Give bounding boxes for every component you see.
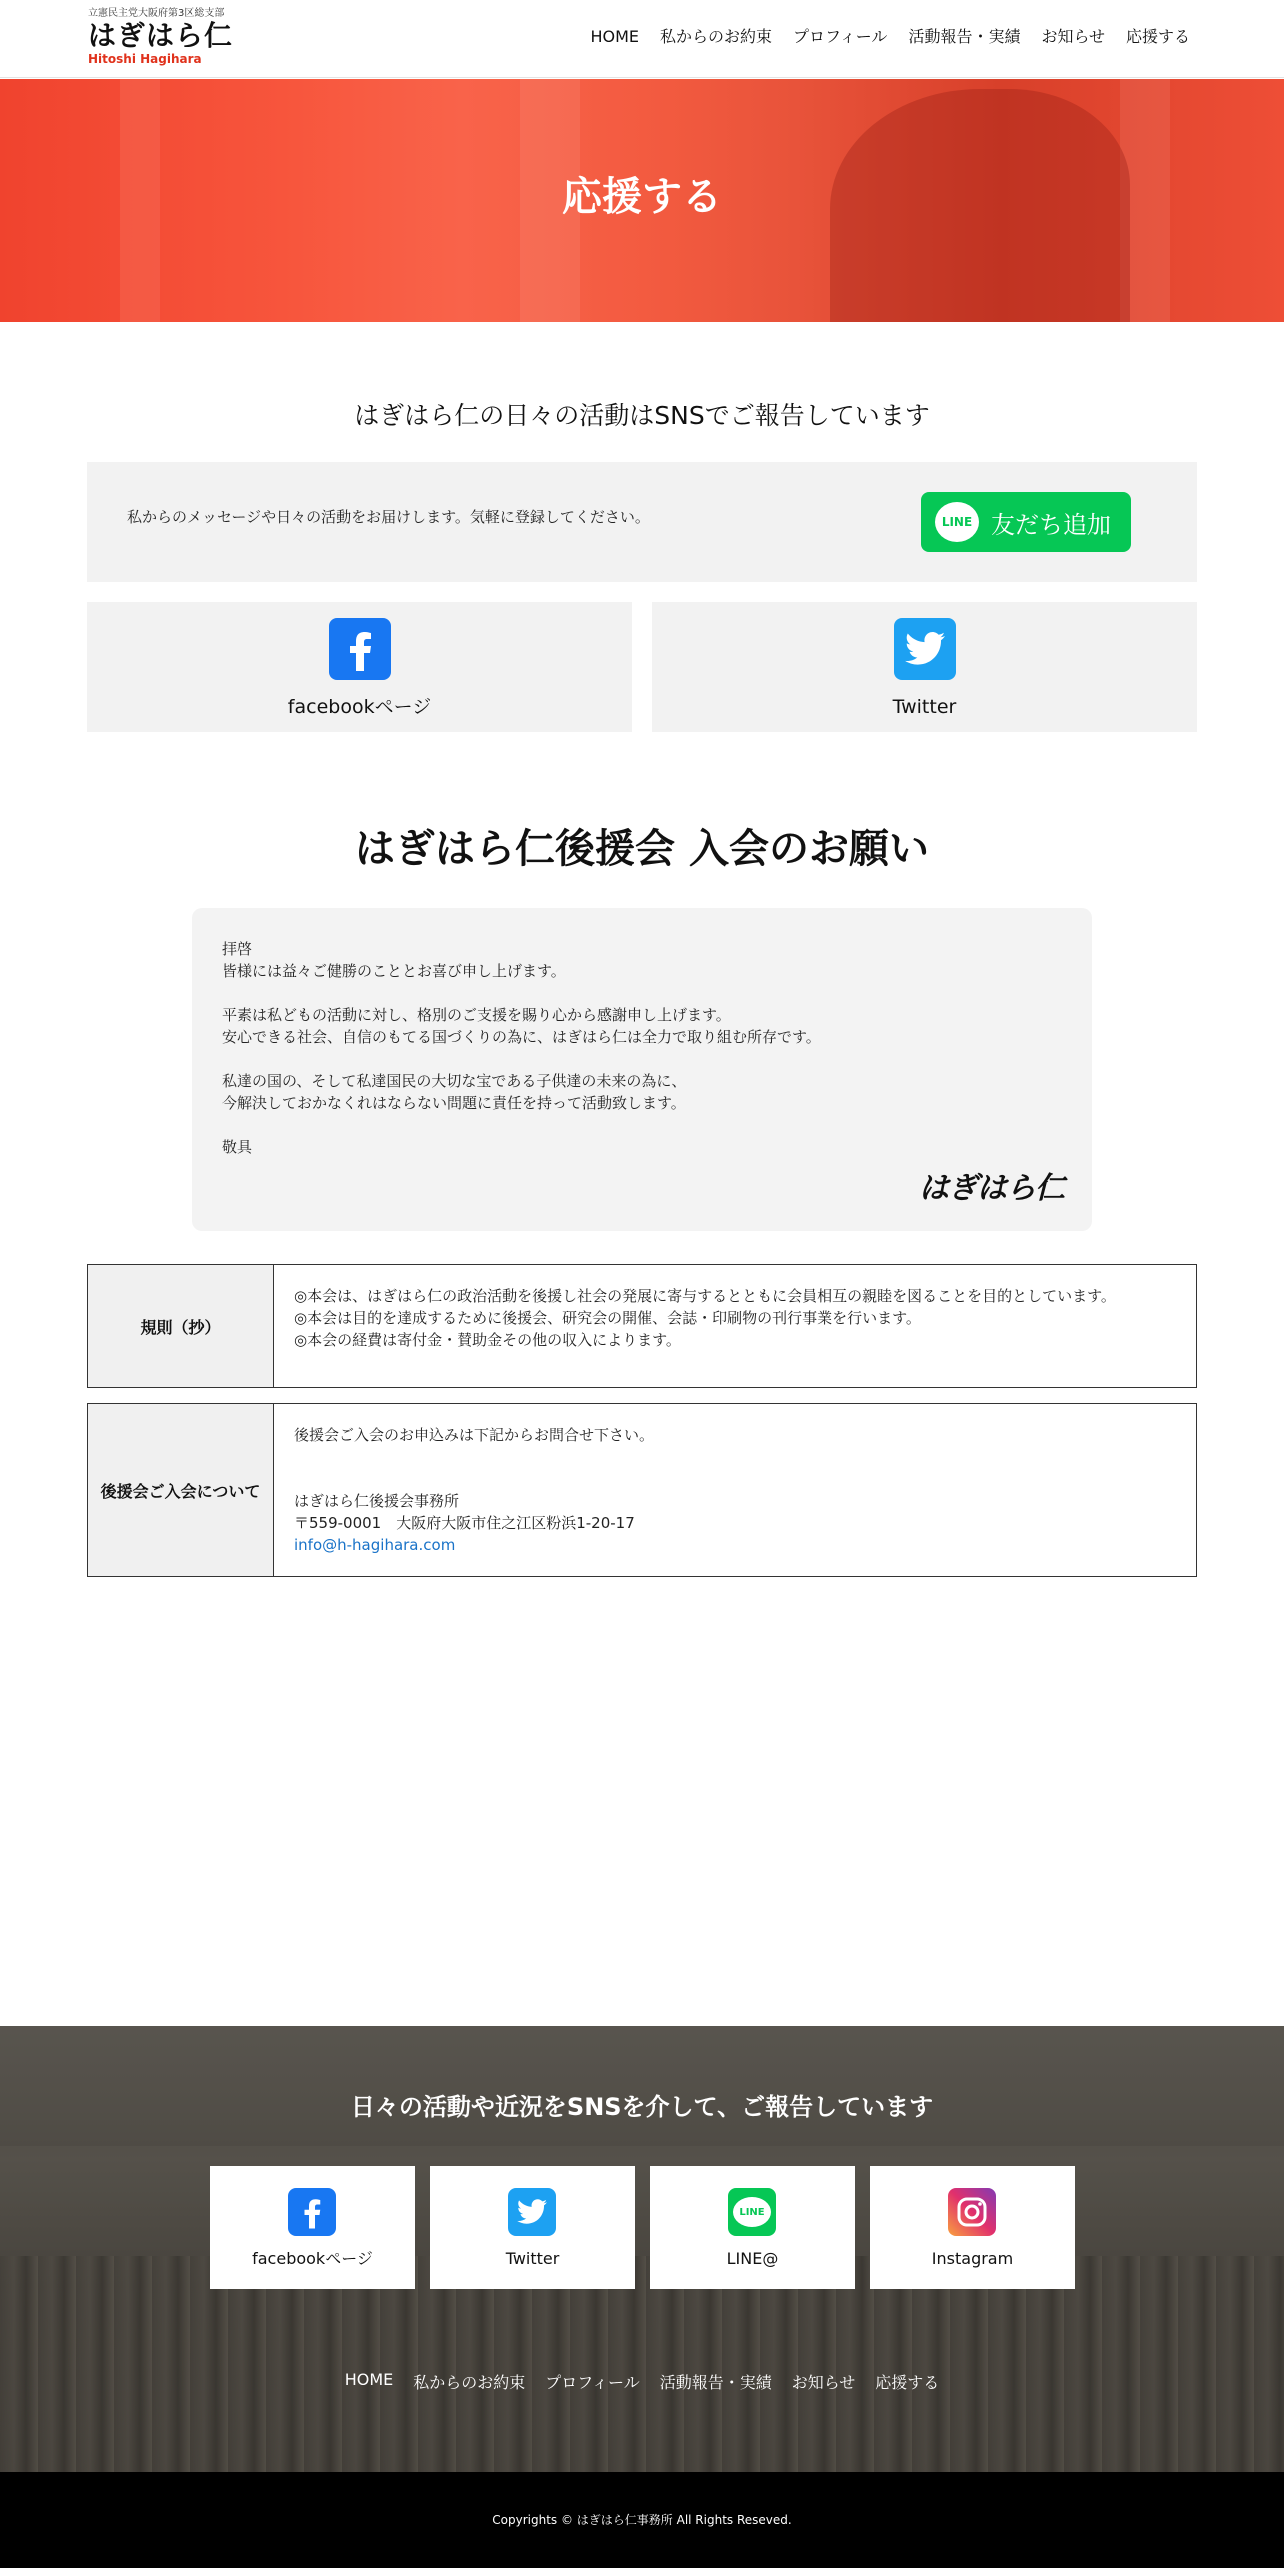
footer-nav-promise[interactable]: 私からのお約束 [413, 2373, 526, 2392]
line-icon-bubble: LINE [733, 2197, 771, 2227]
nav-activity[interactable]: 活動報告・実績 [908, 27, 1021, 46]
logo-name: はぎはら仁 [88, 19, 234, 52]
rules-content [274, 1265, 1196, 1387]
footer-nav-activity[interactable]: 活動報告・実績 [659, 2373, 772, 2392]
facebook-label: facebookページ [287, 696, 432, 718]
facebook-card[interactable] [87, 602, 632, 732]
rules-table [87, 1264, 1197, 1388]
footer-nav-news[interactable]: お知らせ [791, 2373, 856, 2392]
greeting-letter [192, 908, 1092, 1231]
letter-paragraph: 私達の国の、そして私達国民の大切な宝である子供達の未来の為に、 今解決しておかなくれはならない問題に責任を持って活動致します。 [222, 1072, 687, 1112]
rules-line: ◎本会は目的を達成するために後援会、研究会の開催、会誌・印刷物の刊行事業を行います。 [294, 1309, 921, 1327]
twitter-card[interactable] [652, 602, 1197, 732]
join-content [274, 1404, 1196, 1576]
nav-profile[interactable]: プロフィール [793, 27, 888, 46]
twitter-icon [508, 2188, 556, 2236]
line-icon [728, 2188, 776, 2236]
hero-banner [0, 79, 1284, 322]
signature: はぎはら仁 [919, 1171, 1064, 1206]
main-nav [590, 26, 1190, 48]
letter-paragraph: 平素は私どもの活動に対し、格別のご支援を賜り心から感謝申し上げます。 安心できる社会、自信のもてる国づくりの為に、はぎはら仁は全力で取り組む所存です。 [222, 1006, 821, 1046]
footer-twitter-card[interactable] [430, 2166, 635, 2289]
site-header [0, 0, 1284, 78]
footer-nav-profile[interactable]: プロフィール [545, 2373, 640, 2392]
rules-line: ◎本会は、はぎはら仁の政治活動を後援し社会の発展に寄与するとともに会員相互の親睦を図ることを目的としています。 [294, 1287, 1116, 1305]
contact-email-link[interactable]: info@h-hagihara.com [294, 1536, 456, 1554]
facebook-icon [329, 618, 391, 680]
nav-support[interactable]: 応援する [1125, 27, 1190, 46]
membership-title: はぎはら仁後援会 入会のお願い [355, 826, 929, 872]
join-table [87, 1403, 1197, 1577]
page-title: 応援する [562, 174, 722, 220]
logo-subtitle: 立憲民主党大阪府第3区総支部 [88, 8, 225, 19]
rules-label: 規則（抄） [88, 1265, 274, 1387]
logo-english-name: Hitoshi Hagihara [88, 52, 202, 66]
instagram-icon [948, 2188, 996, 2236]
office-name: はぎはら仁後援会事務所 [294, 1492, 460, 1510]
nav-home[interactable]: HOME [590, 27, 640, 46]
site-logo[interactable] [88, 8, 233, 66]
join-label: 後援会ご入会について [88, 1404, 274, 1576]
footer-nav-home[interactable]: HOME [344, 2370, 394, 2389]
copyright-text: Copyrights © はぎはら仁事務所 All Rights Reseved. [492, 2513, 792, 2527]
join-intro: 後援会ご入会のお申込みは下記からお問合せ下さい。 [294, 1426, 655, 1444]
line-add-friend-button[interactable] [921, 492, 1131, 552]
facebook-icon [288, 2188, 336, 2236]
footer-line-label: LINE@ [726, 2249, 779, 2268]
footer-line-card[interactable] [650, 2166, 855, 2289]
nav-news[interactable]: お知らせ [1041, 27, 1105, 46]
line-signup-box [87, 462, 1197, 582]
footer-facebook-label: facebookページ [252, 2249, 373, 2268]
letter-paragraph: 拝啓 皆様には益々ご健勝のこととお喜び申し上げます。 [222, 940, 566, 980]
twitter-label: Twitter [892, 696, 957, 718]
office-address: 〒559-0001 大阪府大阪市住之江区粉浜1-20-17 [294, 1514, 635, 1532]
footer-nav-support[interactable]: 応援する [875, 2373, 940, 2392]
footer-instagram-label: Instagram [931, 2249, 1014, 2268]
spacer [294, 1446, 1176, 1490]
footer-title: 日々の活動や近況をSNSを介して、ご報告しています [350, 2093, 934, 2121]
nav-promise[interactable]: 私からのお約束 [660, 27, 773, 46]
twitter-icon [894, 618, 956, 680]
footer-facebook-card[interactable] [210, 2166, 415, 2289]
footer-instagram-card[interactable] [870, 2166, 1075, 2289]
line-message: 私からのメッセージや日々の活動をお届けします。気軽に登録してください。 [127, 508, 650, 526]
copyright-bar [0, 2472, 1284, 2568]
rules-line: ◎本会の経費は寄付金・賛助金その他の収入によります。 [294, 1331, 681, 1349]
footer-nav [0, 2370, 1284, 2393]
footer-twitter-label: Twitter [505, 2249, 560, 2268]
line-add-friend-label: 友だち追加 [991, 510, 1111, 539]
sns-heading: はぎはら仁の日々の活動はSNSでご報告しています [354, 401, 930, 430]
line-icon: LINE [935, 502, 979, 542]
letter-closing: 敬具 [222, 1138, 253, 1156]
